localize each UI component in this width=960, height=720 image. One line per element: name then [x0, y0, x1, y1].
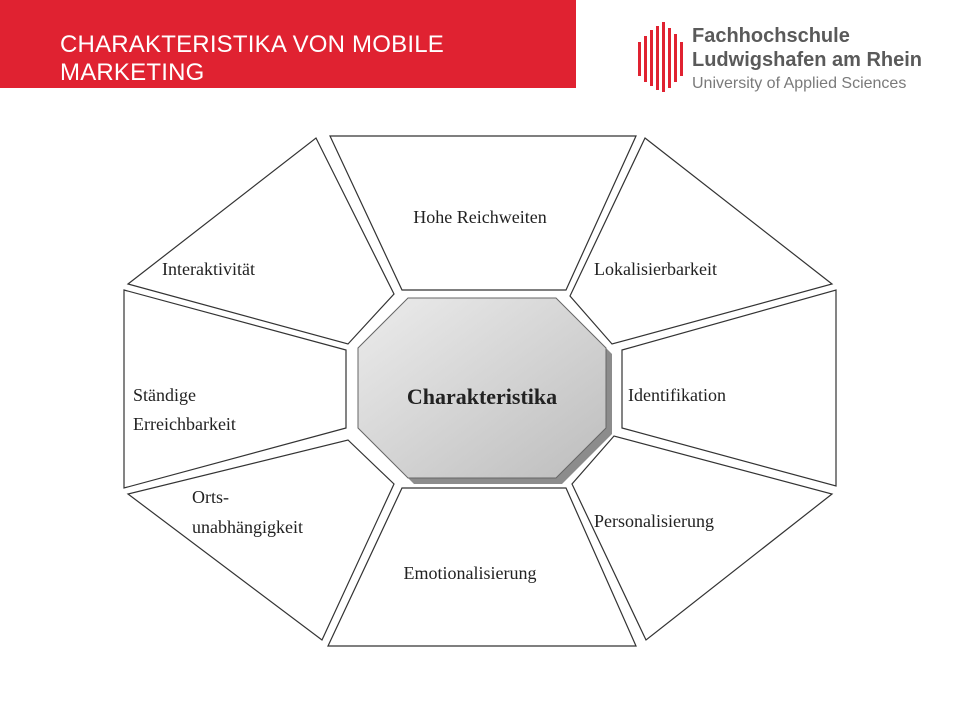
- label-hohe-reichweiten: Hohe Reichweiten: [413, 207, 547, 227]
- label-emotionalisierung: Emotionalisierung: [403, 563, 537, 583]
- label-interaktivitaet: Interaktivität: [162, 259, 255, 279]
- label-staendige-line1: Ständige: [133, 385, 196, 405]
- label-orts-line1: Orts-: [192, 487, 229, 507]
- label-lokalisierbarkeit: Lokalisierbarkeit: [594, 259, 717, 279]
- logo-name-line2: Ludwigshafen am Rhein: [692, 49, 923, 71]
- page-title: CHARAKTERISTIKA VON MOBILE MARKETING: [60, 31, 444, 86]
- logo-name-line1: Fachhochschule: [692, 25, 850, 47]
- label-staendige-line2: Erreichbarkeit: [133, 414, 236, 434]
- label-orts-line2: unabhängigkeit: [192, 517, 303, 537]
- label-identifikation: Identifikation: [628, 385, 726, 405]
- logo-subtitle: University of Applied Sciences: [692, 75, 907, 92]
- center-label: Charakteristika: [406, 384, 558, 409]
- label-personalisierung: Personalisierung: [594, 511, 714, 531]
